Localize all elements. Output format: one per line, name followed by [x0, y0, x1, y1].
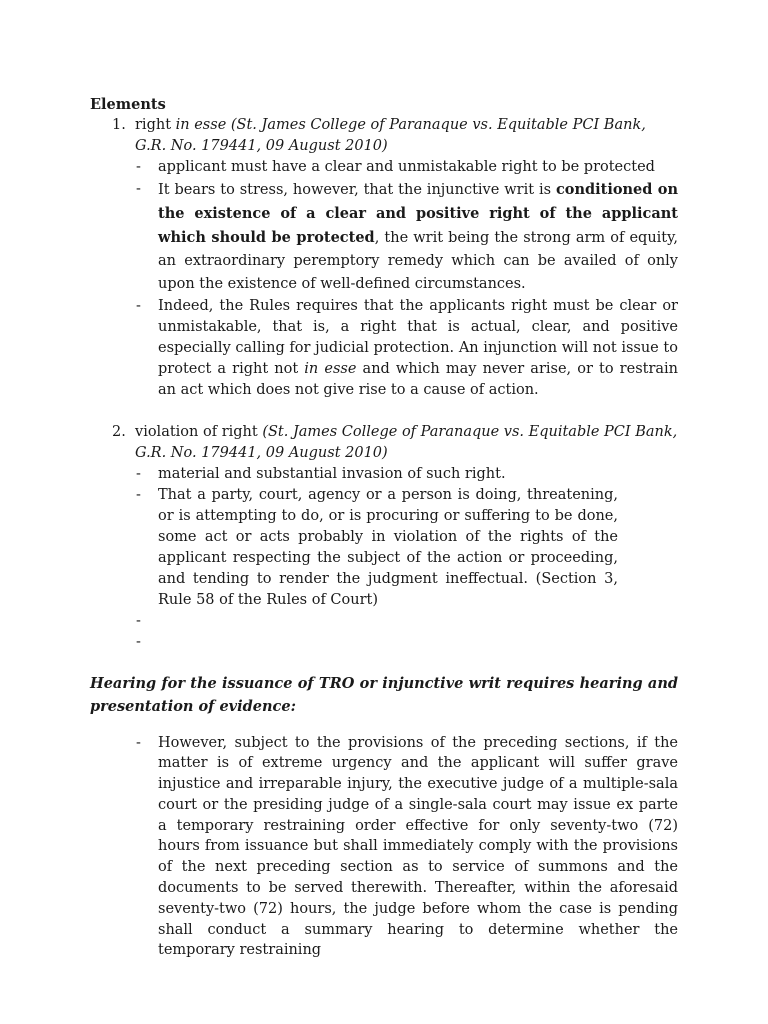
- item-citation: (St. James College of Paranaque vs. Equitable PCI Bank, G.R. No. 179441, 09 August 2010): [135, 424, 678, 461]
- item-number: 2.: [112, 424, 126, 440]
- document-page: [90, 94, 678, 961]
- bullet-item: - It bears to stress, however, that the injunctive writ is conditioned on the existence of a clear and positive right of the applicant which should be protected, the writ being the strong arm of equity, an extraordinary peremptory remedy which can be availed of only upon the existence of well-defined circumstances.: [136, 181, 678, 292]
- hearing-heading: Hearing for the issuance of TRO or injunctive writ requires hearing and presentation of evidence:: [90, 675, 678, 715]
- item-title: violation of right: [135, 424, 263, 440]
- item-title-italic: in esse: [175, 117, 227, 133]
- empty-bullet: -: [136, 613, 141, 629]
- hearing-bullets: [135, 733, 678, 962]
- item-1-bullets: [135, 157, 678, 401]
- bullet-item: - Indeed, the Rules requires that the applicants right must be clear or unmistakable, that is, a right that is actual, clear, and positive especially calling for judicial protection. An injunction will not issue to protect a right not in esse and which may never arise, or to restrain an act which does not give rise to a cause of action.: [136, 298, 679, 398]
- elements-heading: Elements: [90, 96, 166, 113]
- element-item-2: [90, 422, 678, 464]
- bullet-item: - However, subject to the provisions of the preceding sections, if the matter is of extreme urgency and the applicant will suffer grave injustice and irreparable injury, the executive judge of a multiple-sala court or the presiding judge of a single-sala court may issue ex parte a temporary restraining order effective for only seventy-two (72) hours from issuance but shall immediately comply with the provisions of the next preceding section as to service of summons and the documents to be served therewith. Thereafter, within the aforesaid seventy-two (72) hours, the judge before whom the case is pending shall conduct a summary hearing to determine whether the temporary restraining: [136, 734, 678, 959]
- item-number: 1.: [112, 117, 126, 133]
- item-title: right: [135, 117, 176, 133]
- item-2-bullets: [135, 464, 678, 653]
- bullet-item: - applicant must have a clear and unmistakable right to be protected: [136, 159, 655, 175]
- empty-bullet: -: [136, 634, 141, 650]
- bullet-item: - That a party, court, agency or a person is doing, threatening, or is attempting to do, or is procuring or suffering to be done, some act or acts probably in violation of the rights of the applicant respecting the subject of the action or proceeding, and tending to render the judgment ineffectual. (Section 3, Rule 58 of the Rules of Court): [136, 487, 618, 608]
- item-citation: (St. James College of Paranaque vs. Equitable PCI Bank, G.R. No. 179441, 09 August 2010): [135, 117, 646, 154]
- element-item-1: [90, 115, 678, 157]
- bullet-item: - material and substantial invasion of such right.: [136, 466, 506, 482]
